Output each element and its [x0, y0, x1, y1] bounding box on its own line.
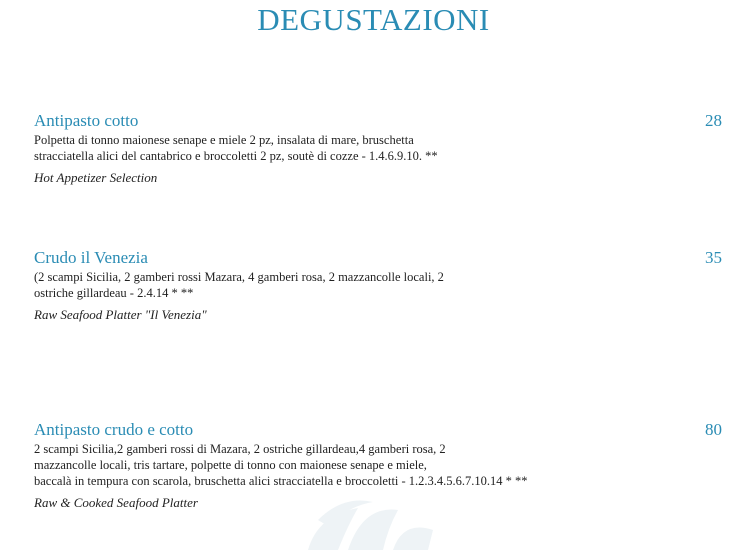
menu-item-name: Antipasto cotto: [34, 111, 139, 130]
palm-watermark-icon: [288, 490, 438, 550]
description-line: baccalà in tempura con scarola, bruschetta alici stracciatella e broccoletti - 1.2.3.4.5.6.7.10.14 * **: [34, 474, 528, 488]
menu-item-header: [34, 248, 722, 268]
page-title: DEGUSTAZIONI: [257, 2, 490, 37]
menu-item-header: [34, 420, 722, 440]
menu-item-description: [34, 441, 724, 489]
description-line: stracciatella alici del cantabrico e broccoletti 2 pz, soutè di cozze - 1.4.6.9.10. **: [34, 149, 438, 163]
menu-item-english-name: Raw Seafood Platter "Il Venezia": [34, 307, 207, 322]
menu-item-name: Crudo il Venezia: [34, 248, 148, 267]
description-line: mazzancolle locali, tris tartare, polpette di tonno con maionese senape e miele,: [34, 458, 427, 472]
menu-item-price: 35: [705, 248, 722, 267]
menu-item-description: [34, 269, 724, 301]
description-line: Polpetta di tonno maionese senape e miele 2 pz, insalata di mare, bruschetta: [34, 133, 414, 147]
menu-item-name: Antipasto crudo e cotto: [34, 420, 194, 439]
description-line: 2 scampi Sicilia,2 gamberi rossi di Mazara, 2 ostriche gillardeau,4 gamberi rosa, 2: [34, 442, 446, 456]
menu-item-price: 80: [705, 420, 722, 439]
menu-item-english-name: Hot Appetizer Selection: [34, 170, 158, 185]
description-line: (2 scampi Sicilia, 2 gamberi rossi Mazara, 4 gamberi rosa, 2 mazzancolle locali, 2: [34, 270, 444, 284]
menu-item-description: [34, 132, 724, 164]
description-line: ostriche gillardeau - 2.4.14 * **: [34, 286, 194, 300]
menu-item-header: [34, 111, 722, 131]
menu-item-price: 28: [705, 111, 722, 130]
menu-item-english-name: Raw & Cooked Seafood Platter: [34, 495, 198, 510]
menu-item-antipasto-cotto: [34, 111, 724, 186]
menu-item-crudo-il-venezia: [34, 248, 724, 323]
